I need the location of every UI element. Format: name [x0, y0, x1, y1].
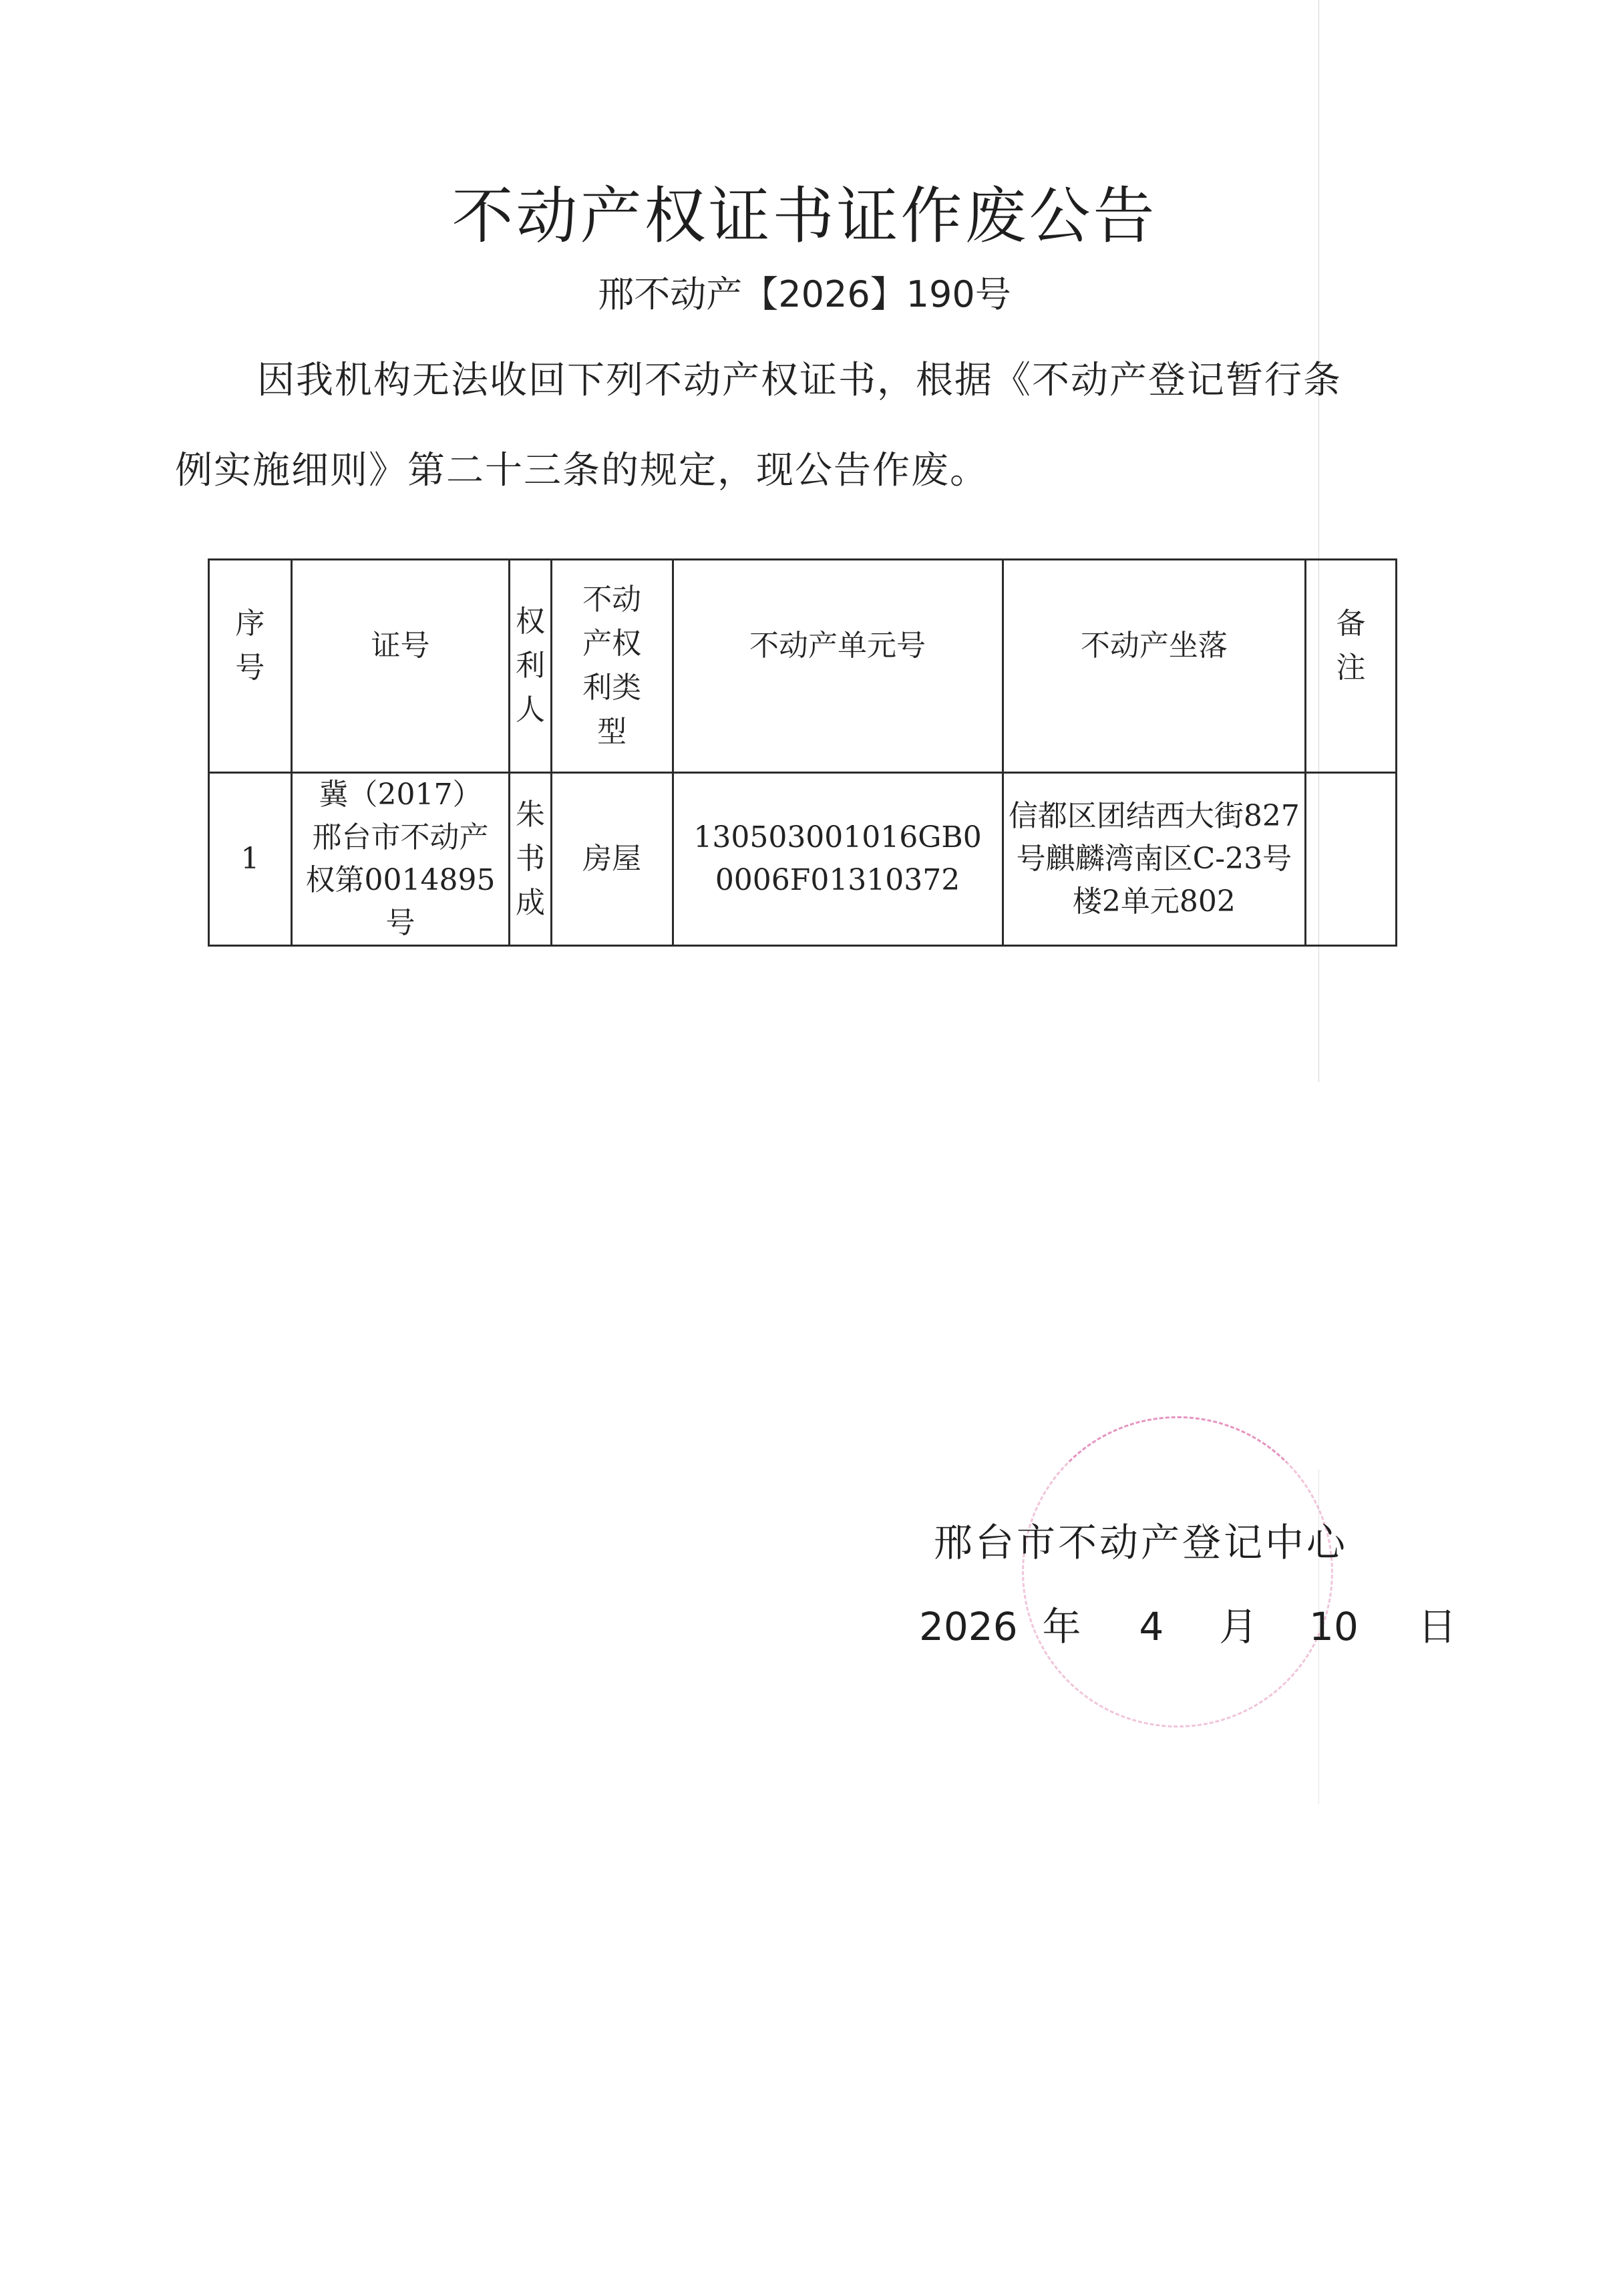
date-year-label: 年 — [1042, 1604, 1081, 1649]
header-remark: 备注 — [1306, 560, 1397, 773]
date-day: 10 — [1309, 1604, 1359, 1649]
header-location: 不动产坐落 — [1003, 560, 1306, 773]
header-seq: 序号 — [209, 560, 292, 773]
table-header-row — [209, 560, 1397, 773]
body-paragraph-line-2: 例实施细则》第二十三条的规定，现公告作废。 — [175, 449, 989, 492]
cell-cert-no: 冀（2017）邢台市不动产权第0014895号 — [291, 773, 509, 946]
document-number: 邢不动产【2026】190号 — [598, 273, 1011, 315]
header-unit-no: 不动产单元号 — [673, 560, 1003, 773]
official-seal-stamp — [1022, 1416, 1333, 1728]
header-owner: 权利人 — [510, 560, 551, 773]
voided-certificates-table — [208, 558, 1397, 947]
date-month-label: 月 — [1219, 1604, 1258, 1649]
body-paragraph-line-1: 因我机构无法收回下列不动产权证书，根据《不动产登记暂行条 — [257, 359, 1342, 402]
table-row — [209, 773, 1397, 946]
issuing-organization: 邢台市不动产登记中心 — [934, 1520, 1349, 1565]
cell-unit-no: 130503001016GB00006F01310372 — [673, 773, 1003, 946]
cell-seq: 1 — [209, 773, 292, 946]
document-title: 不动产权证书证作废公告 — [452, 180, 1157, 252]
cell-remark — [1306, 773, 1397, 946]
cell-location: 信都区团结西大街827号麒麟湾南区C-23号楼2单元802 — [1003, 773, 1306, 946]
cell-right-type: 房屋 — [551, 773, 673, 946]
date-month: 4 — [1139, 1604, 1164, 1649]
header-cert-no: 证号 — [291, 560, 509, 773]
issue-date — [919, 1595, 1457, 1651]
cell-owner: 朱书成 — [510, 773, 551, 946]
header-right-type: 不动产权利类型 — [551, 560, 673, 773]
date-day-label: 日 — [1417, 1604, 1457, 1649]
date-year: 2026 — [919, 1604, 1018, 1649]
